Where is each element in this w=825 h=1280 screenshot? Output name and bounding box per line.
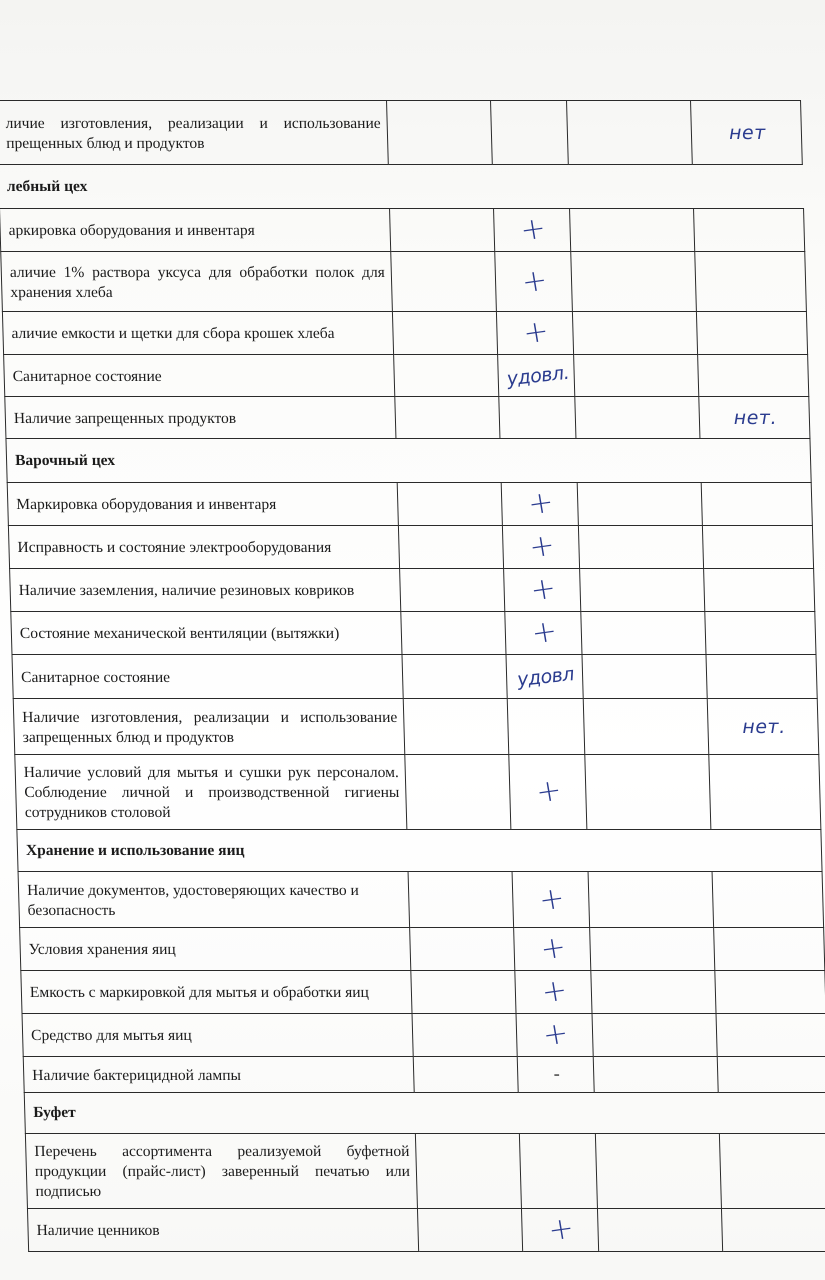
section-header-row bbox=[6, 439, 811, 483]
handwritten-no-note: нет bbox=[728, 121, 767, 144]
remark-cell bbox=[717, 1057, 825, 1093]
empty-cell bbox=[402, 655, 507, 699]
empty-cell bbox=[590, 928, 715, 971]
section-title: лебный цех bbox=[0, 165, 804, 209]
remark-cell bbox=[695, 252, 807, 312]
empty-cell bbox=[394, 355, 499, 397]
compliance-mark-cell bbox=[499, 397, 576, 439]
criterion-label: Исправность и состояние электрооборудования bbox=[8, 526, 399, 569]
criterion-label: аркировка оборудования и инвентаря bbox=[0, 209, 391, 252]
compliance-mark-cell bbox=[521, 1209, 598, 1252]
criterion-label: Емкость с маркировкой для мытья и обработки яиц bbox=[21, 971, 412, 1014]
handwritten-plus-mark: + bbox=[519, 261, 550, 301]
empty-cell bbox=[390, 209, 495, 252]
compliance-mark-cell bbox=[512, 872, 590, 928]
empty-cell bbox=[595, 1134, 721, 1209]
checklist-row bbox=[10, 569, 815, 612]
remark-cell bbox=[709, 755, 821, 830]
empty-cell bbox=[581, 612, 706, 655]
remark-cell bbox=[715, 971, 825, 1014]
checklist-row bbox=[27, 1209, 825, 1252]
handwritten-plus-mark: + bbox=[526, 527, 558, 566]
compliance-mark-cell bbox=[495, 252, 573, 312]
compliance-mark-cell bbox=[504, 569, 581, 612]
compliance-mark-cell bbox=[507, 699, 585, 755]
section-header-row bbox=[24, 1093, 825, 1134]
compliance-mark-cell bbox=[506, 655, 583, 699]
empty-cell bbox=[592, 1014, 717, 1057]
handwritten-satisfactory-note: удовл bbox=[515, 662, 576, 691]
criterion-label: личие изготовления, реализации и использование прещенных блюд и продуктов bbox=[0, 101, 388, 165]
empty-cell bbox=[415, 1134, 521, 1209]
checklist-row bbox=[1, 252, 807, 312]
remark-cell bbox=[706, 655, 817, 699]
empty-cell bbox=[571, 252, 697, 312]
remark-cell bbox=[702, 526, 813, 569]
criterion-label: Наличие изготовления, реализации и использование запрещенных блюд и продуктов bbox=[13, 699, 405, 755]
criterion-label: аличие емкости и щетки для сбора крошек хлеба bbox=[2, 312, 393, 355]
empty-cell bbox=[585, 755, 711, 830]
criterion-label: Санитарное состояние bbox=[12, 655, 403, 699]
section-header-row bbox=[0, 165, 804, 209]
criterion-label: Наличие условий для мытья и сушки рук персоналом. Соблюдение личной и производственной гигиены сотрудников столовой bbox=[15, 755, 407, 830]
checklist-row bbox=[18, 872, 824, 928]
handwritten-satisfactory-note: удовл. bbox=[505, 361, 571, 390]
empty-cell bbox=[575, 397, 700, 439]
remark-cell bbox=[694, 209, 805, 252]
compliance-mark-cell bbox=[514, 928, 591, 971]
compliance-mark-cell bbox=[501, 483, 578, 526]
criterion-label: Наличие ценников bbox=[27, 1209, 418, 1252]
compliance-mark-cell bbox=[519, 1134, 597, 1209]
empty-cell bbox=[412, 1014, 517, 1057]
section-header-row bbox=[17, 830, 822, 872]
empty-cell bbox=[395, 397, 500, 439]
handwritten-no-note: нет. bbox=[733, 406, 778, 429]
checklist-row bbox=[0, 101, 802, 165]
empty-cell bbox=[408, 872, 514, 928]
compliance-mark-cell bbox=[496, 312, 573, 355]
empty-cell bbox=[591, 971, 716, 1014]
empty-cell bbox=[400, 569, 505, 612]
compliance-mark-cell bbox=[505, 612, 582, 655]
compliance-mark-cell bbox=[498, 355, 575, 397]
empty-cell bbox=[411, 971, 516, 1014]
remark-cell bbox=[699, 397, 810, 439]
remark-cell bbox=[714, 928, 825, 971]
empty-cell bbox=[405, 755, 511, 830]
checklist-row bbox=[20, 928, 825, 971]
criterion-label: Условия хранения яиц bbox=[20, 928, 411, 971]
handwritten-plus-mark: + bbox=[525, 484, 557, 523]
empty-cell bbox=[387, 101, 493, 165]
empty-cell bbox=[583, 699, 709, 755]
section-title: Хранение и использование яиц bbox=[17, 830, 822, 872]
checklist-row bbox=[13, 699, 819, 755]
criterion-label: Наличие заземления, наличие резиновых ковриков bbox=[10, 569, 401, 612]
checklist-row bbox=[23, 1057, 825, 1093]
handwritten-plus-mark: + bbox=[528, 613, 560, 652]
checklist-row bbox=[4, 355, 809, 397]
remark-cell bbox=[696, 312, 807, 355]
empty-cell bbox=[582, 655, 707, 699]
handwritten-plus-mark: + bbox=[545, 1210, 577, 1249]
checklist-row bbox=[0, 209, 805, 252]
remark-cell bbox=[712, 872, 824, 928]
empty-cell bbox=[588, 872, 714, 928]
empty-cell bbox=[574, 355, 699, 397]
criterion-label: Состояние механической вентиляции (вытяжки) bbox=[11, 612, 402, 655]
compliance-mark-cell bbox=[494, 209, 571, 252]
empty-cell bbox=[593, 1057, 718, 1093]
remark-cell bbox=[719, 1134, 825, 1209]
checklist-row bbox=[15, 755, 821, 830]
remark-cell bbox=[704, 569, 815, 612]
empty-cell bbox=[572, 312, 697, 355]
checklist-row bbox=[11, 612, 816, 655]
empty-cell bbox=[597, 1209, 722, 1252]
checklist-row bbox=[22, 1014, 825, 1057]
handwritten-plus-mark: + bbox=[520, 313, 552, 352]
handwritten-plus-mark: + bbox=[536, 879, 568, 919]
checklist-row bbox=[2, 312, 807, 355]
empty-cell bbox=[413, 1057, 518, 1093]
handwritten-plus-mark: + bbox=[533, 772, 565, 811]
criterion-label: Наличие запрещенных продуктов bbox=[5, 397, 396, 439]
checklist-row bbox=[8, 526, 813, 569]
inspection-checklist-table bbox=[0, 100, 825, 1252]
remark-cell bbox=[716, 1014, 825, 1057]
compliance-mark-cell bbox=[491, 101, 569, 165]
criterion-label: Маркировка оборудования и инвентаря bbox=[7, 483, 398, 526]
handwritten-plus-mark: + bbox=[517, 210, 549, 249]
compliance-mark-cell bbox=[516, 1014, 593, 1057]
handwritten-plus-mark: + bbox=[537, 929, 569, 968]
remark-cell bbox=[707, 699, 819, 755]
section-title: Буфет bbox=[24, 1093, 825, 1134]
empty-cell bbox=[392, 312, 497, 355]
empty-cell bbox=[570, 209, 695, 252]
checklist-row bbox=[7, 483, 812, 526]
handwritten-minus-mark: - bbox=[553, 1064, 561, 1085]
checklist-row bbox=[21, 971, 825, 1014]
criterion-label: аличие 1% раствора уксуса для обработки полок для хранения хлеба bbox=[1, 252, 393, 312]
remark-cell bbox=[721, 1209, 825, 1252]
empty-cell bbox=[403, 699, 509, 755]
handwritten-plus-mark: + bbox=[540, 1015, 571, 1054]
empty-cell bbox=[567, 101, 693, 165]
empty-cell bbox=[578, 526, 703, 569]
section-title: Варочный цех bbox=[6, 439, 811, 483]
remark-cell bbox=[698, 355, 809, 397]
empty-cell bbox=[580, 569, 705, 612]
empty-cell bbox=[391, 252, 497, 312]
checklist-row bbox=[25, 1134, 825, 1209]
handwritten-no-note: нет. bbox=[742, 715, 786, 738]
compliance-mark-cell bbox=[502, 526, 579, 569]
empty-cell bbox=[401, 612, 506, 655]
criterion-label: Санитарное состояние bbox=[4, 355, 395, 397]
remark-cell bbox=[691, 101, 803, 165]
checklist-row bbox=[5, 397, 810, 439]
handwritten-plus-mark: + bbox=[527, 570, 559, 609]
criterion-label: Перечень ассортимента реализуемой буфетной продукции (прайс-лист) заверенный печатью или подписью bbox=[25, 1134, 417, 1209]
remark-cell bbox=[705, 612, 816, 655]
empty-cell bbox=[398, 526, 503, 569]
empty-cell bbox=[417, 1209, 522, 1252]
empty-cell bbox=[577, 483, 702, 526]
empty-cell bbox=[410, 928, 515, 971]
criterion-label: Наличие бактерицидной лампы bbox=[23, 1057, 414, 1093]
remark-cell bbox=[701, 483, 812, 526]
compliance-mark-cell bbox=[517, 1057, 594, 1093]
criterion-label: Наличие документов, удостоверяющих качество и безопасность bbox=[18, 872, 410, 928]
compliance-mark-cell bbox=[509, 755, 587, 830]
criterion-label: Средство для мытья яиц bbox=[22, 1014, 413, 1057]
checklist-row bbox=[12, 655, 817, 699]
empty-cell bbox=[397, 483, 502, 526]
compliance-mark-cell bbox=[515, 971, 592, 1014]
handwritten-plus-mark: + bbox=[539, 972, 570, 1011]
